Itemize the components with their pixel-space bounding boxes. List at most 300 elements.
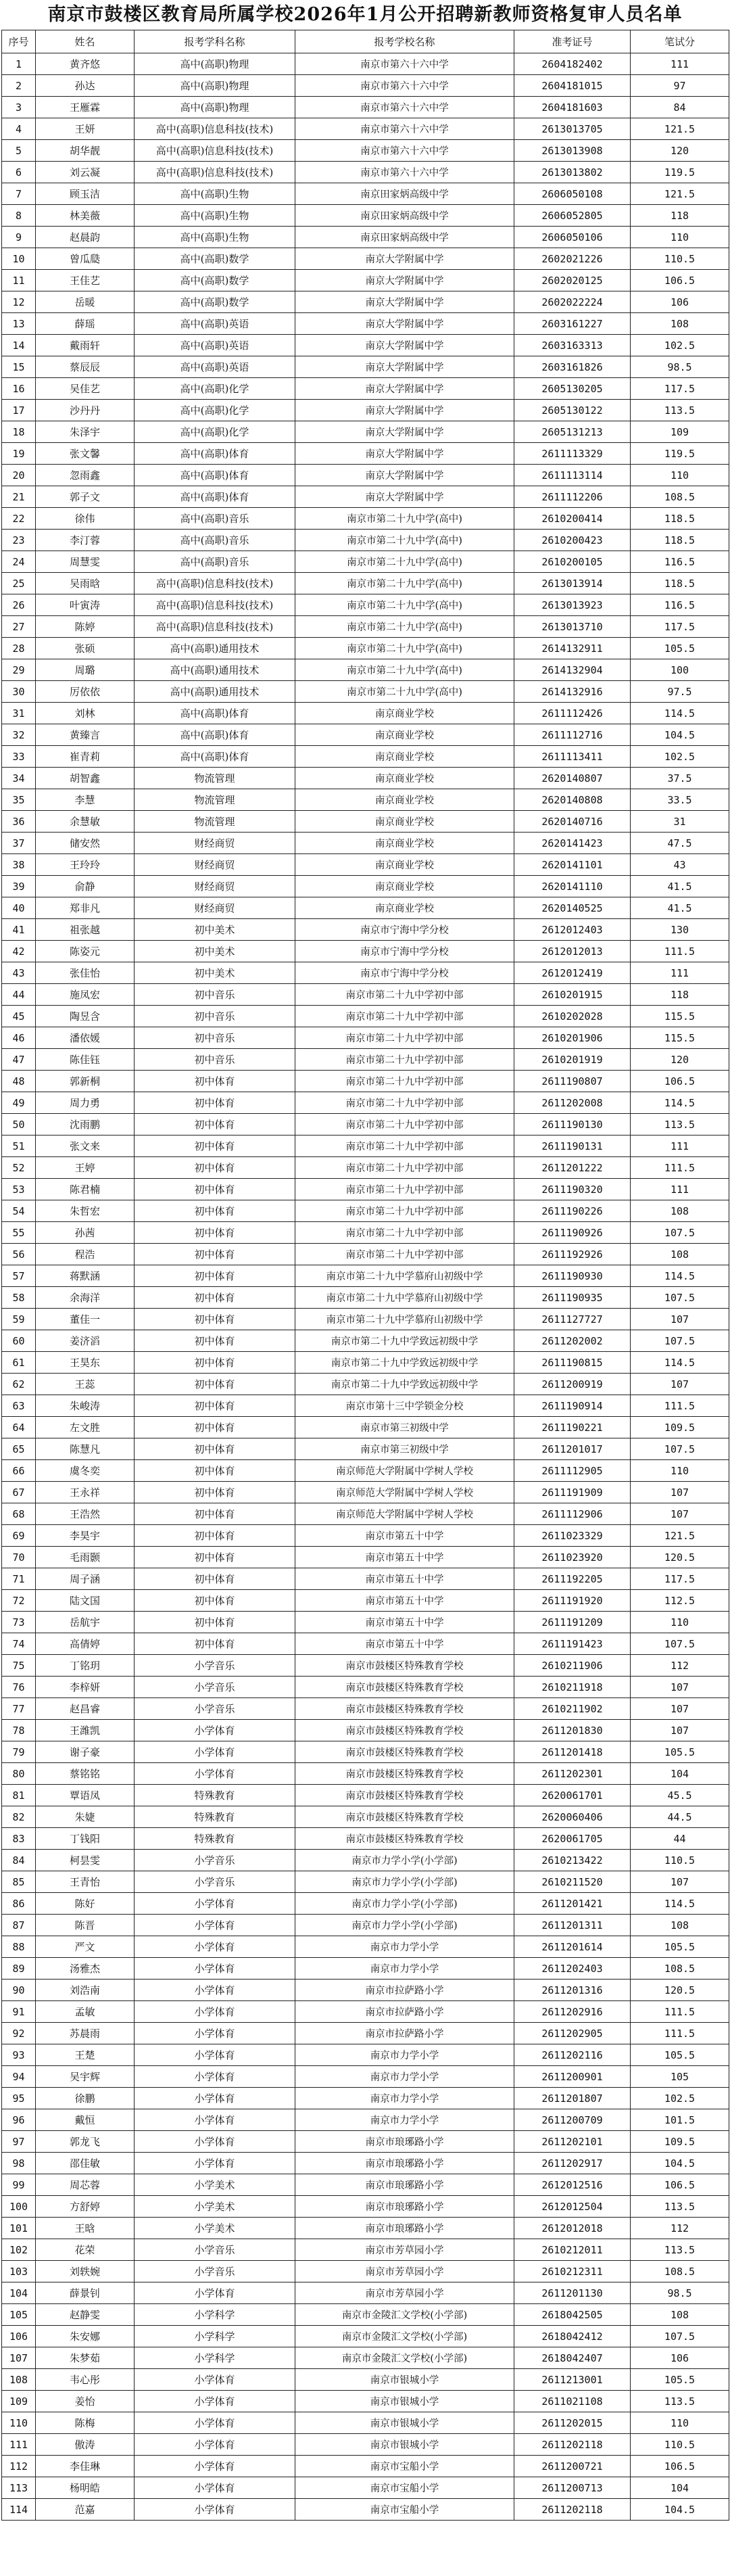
cell-ticket: 2611113114 bbox=[514, 465, 631, 486]
cell-ticket: 2610201906 bbox=[514, 1027, 631, 1049]
table-row bbox=[2, 1027, 729, 1049]
cell-school: 南京市宁海中学分校 bbox=[295, 919, 514, 941]
cell-name: 李梓妍 bbox=[36, 1677, 135, 1698]
table-row bbox=[2, 378, 729, 400]
cell-score: 130 bbox=[631, 919, 729, 941]
cell-school: 南京市第二十九中学致远初级中学 bbox=[295, 1374, 514, 1395]
cell-school: 南京商业学校 bbox=[295, 789, 514, 811]
cell-ticket: 2612012504 bbox=[514, 2196, 631, 2218]
cell-score: 116.5 bbox=[631, 551, 729, 573]
cell-name: 孙茜 bbox=[36, 1222, 135, 1244]
cell-ticket: 2610200414 bbox=[514, 508, 631, 530]
cell-subject: 财经商贸 bbox=[135, 854, 295, 876]
cell-seq: 94 bbox=[2, 2066, 36, 2088]
cell-subject: 小学体育 bbox=[135, 2369, 295, 2391]
cell-ticket: 2612012403 bbox=[514, 919, 631, 941]
cell-seq: 110 bbox=[2, 2412, 36, 2434]
cell-school: 南京市芳草园小学 bbox=[295, 2261, 514, 2282]
cell-seq: 16 bbox=[2, 378, 36, 400]
cell-school: 南京大学附属中学 bbox=[295, 465, 514, 486]
table-row bbox=[2, 1893, 729, 1915]
cell-school: 南京市宁海中学分校 bbox=[295, 962, 514, 984]
cell-school: 南京市第二十九中学(高中) bbox=[295, 551, 514, 573]
cell-subject: 高中(高职)体育 bbox=[135, 724, 295, 746]
cell-score: 107 bbox=[631, 1871, 729, 1893]
cell-subject: 初中体育 bbox=[135, 1071, 295, 1092]
cell-school: 南京市第二十九中学慕府山初级中学 bbox=[295, 1265, 514, 1287]
cell-ticket: 2611112905 bbox=[514, 1460, 631, 1482]
cell-name: 王妍 bbox=[36, 118, 135, 140]
table-row bbox=[2, 1200, 729, 1222]
cell-seq: 23 bbox=[2, 530, 36, 551]
cell-seq: 46 bbox=[2, 1027, 36, 1049]
cell-name: 张硕 bbox=[36, 638, 135, 659]
cell-ticket: 2620140807 bbox=[514, 768, 631, 789]
cell-score: 110.5 bbox=[631, 1850, 729, 1871]
cell-school: 南京市鼓楼区特殊教育学校 bbox=[295, 1698, 514, 1720]
cell-ticket: 2611200713 bbox=[514, 2477, 631, 2499]
cell-score: 107.5 bbox=[631, 1633, 729, 1655]
cell-seq: 27 bbox=[2, 616, 36, 638]
cell-name: 戴恒 bbox=[36, 2109, 135, 2131]
cell-subject: 高中(高职)数学 bbox=[135, 248, 295, 270]
cell-seq: 41 bbox=[2, 919, 36, 941]
cell-school: 南京市琅琊路小学 bbox=[295, 2153, 514, 2174]
table-row bbox=[2, 291, 729, 313]
table-row bbox=[2, 1568, 729, 1590]
cell-name: 刘林 bbox=[36, 703, 135, 724]
cell-ticket: 2611200709 bbox=[514, 2109, 631, 2131]
cell-seq: 54 bbox=[2, 1200, 36, 1222]
cell-name: 陈晋 bbox=[36, 1915, 135, 1936]
cell-subject: 初中体育 bbox=[135, 1287, 295, 1309]
cell-subject: 高中(高职)信息科技(技术) bbox=[135, 616, 295, 638]
cell-ticket: 2611190926 bbox=[514, 1222, 631, 1244]
cell-school: 南京大学附属中学 bbox=[295, 378, 514, 400]
cell-score: 111 bbox=[631, 962, 729, 984]
cell-subject: 初中体育 bbox=[135, 1395, 295, 1417]
cell-seq: 65 bbox=[2, 1438, 36, 1460]
table-row bbox=[2, 1049, 729, 1071]
cell-seq: 59 bbox=[2, 1309, 36, 1330]
cell-seq: 52 bbox=[2, 1157, 36, 1179]
cell-seq: 8 bbox=[2, 205, 36, 227]
cell-ticket: 2611190226 bbox=[514, 1200, 631, 1222]
table-row bbox=[2, 594, 729, 616]
cell-score: 41.5 bbox=[631, 876, 729, 897]
cell-subject: 小学体育 bbox=[135, 1915, 295, 1936]
cell-ticket: 2606050108 bbox=[514, 183, 631, 205]
cell-ticket: 2611202301 bbox=[514, 1763, 631, 1785]
cell-name: 苏晨雨 bbox=[36, 2023, 135, 2044]
cell-school: 南京市鼓楼区特殊教育学校 bbox=[295, 1806, 514, 1828]
cell-ticket: 2611201316 bbox=[514, 1980, 631, 2001]
cell-name: 覃语凤 bbox=[36, 1785, 135, 1806]
cell-subject: 初中美术 bbox=[135, 919, 295, 941]
cell-subject: 小学体育 bbox=[135, 1980, 295, 2001]
cell-ticket: 2611112426 bbox=[514, 703, 631, 724]
cell-ticket: 2611200721 bbox=[514, 2456, 631, 2477]
cell-score: 98.5 bbox=[631, 2282, 729, 2304]
cell-name: 沈雨鹏 bbox=[36, 1114, 135, 1135]
cell-school: 南京市第二十九中学慕府山初级中学 bbox=[295, 1309, 514, 1330]
cell-name: 周力勇 bbox=[36, 1092, 135, 1114]
cell-name: 陈梅 bbox=[36, 2412, 135, 2434]
table-row bbox=[2, 270, 729, 291]
cell-ticket: 2603163313 bbox=[514, 335, 631, 356]
cell-ticket: 2611112206 bbox=[514, 486, 631, 508]
cell-name: 岳航宇 bbox=[36, 1612, 135, 1633]
cell-seq: 6 bbox=[2, 162, 36, 183]
cell-school: 南京市力学小学 bbox=[295, 2066, 514, 2088]
table-row bbox=[2, 962, 729, 984]
cell-score: 120 bbox=[631, 140, 729, 162]
cell-seq: 72 bbox=[2, 1590, 36, 1612]
cell-name: 孟敏 bbox=[36, 2001, 135, 2023]
cell-score: 106.5 bbox=[631, 1071, 729, 1092]
cell-score: 106 bbox=[631, 291, 729, 313]
cell-subject: 初中体育 bbox=[135, 1590, 295, 1612]
cell-subject: 初中体育 bbox=[135, 1265, 295, 1287]
cell-ticket: 2620140525 bbox=[514, 897, 631, 919]
cell-name: 王玲玲 bbox=[36, 854, 135, 876]
cell-seq: 34 bbox=[2, 768, 36, 789]
cell-seq: 108 bbox=[2, 2369, 36, 2391]
cell-name: 丁铭玥 bbox=[36, 1655, 135, 1677]
cell-name: 谢子豪 bbox=[36, 1741, 135, 1763]
cell-score: 110.5 bbox=[631, 2434, 729, 2456]
cell-ticket: 2611191920 bbox=[514, 1590, 631, 1612]
cell-subject: 高中(高职)化学 bbox=[135, 378, 295, 400]
cell-subject: 财经商贸 bbox=[135, 833, 295, 854]
cell-name: 徐鹏 bbox=[36, 2088, 135, 2109]
cell-school: 南京市鼓楼区特殊教育学校 bbox=[295, 1741, 514, 1763]
cell-score: 113.5 bbox=[631, 2391, 729, 2412]
cell-seq: 49 bbox=[2, 1092, 36, 1114]
cell-school: 南京市第二十九中学(高中) bbox=[295, 573, 514, 594]
cell-name: 张佳怡 bbox=[36, 962, 135, 984]
table-row bbox=[2, 919, 729, 941]
cell-name: 陈婷 bbox=[36, 616, 135, 638]
cell-name: 王蕊 bbox=[36, 1374, 135, 1395]
cell-name: 薛景钊 bbox=[36, 2282, 135, 2304]
cell-school: 南京市第二十九中学初中部 bbox=[295, 984, 514, 1006]
cell-name: 范嘉 bbox=[36, 2499, 135, 2521]
cell-school: 南京田家炳高级中学 bbox=[295, 227, 514, 248]
cell-score: 119.5 bbox=[631, 443, 729, 465]
cell-school: 南京商业学校 bbox=[295, 811, 514, 833]
cell-score: 111.5 bbox=[631, 2001, 729, 2023]
cell-school: 南京师范大学附属中学树人学校 bbox=[295, 1482, 514, 1503]
cell-school: 南京市宁海中学分校 bbox=[295, 941, 514, 962]
cell-subject: 高中(高职)体育 bbox=[135, 703, 295, 724]
cell-ticket: 2611112716 bbox=[514, 724, 631, 746]
cell-subject: 初中体育 bbox=[135, 1309, 295, 1330]
cell-name: 周慧雯 bbox=[36, 551, 135, 573]
cell-seq: 50 bbox=[2, 1114, 36, 1135]
cell-ticket: 2611202403 bbox=[514, 1958, 631, 1980]
table-row bbox=[2, 2477, 729, 2499]
table-row bbox=[2, 638, 729, 659]
cell-school: 南京商业学校 bbox=[295, 746, 514, 768]
table-row bbox=[2, 1460, 729, 1482]
cell-seq: 88 bbox=[2, 1936, 36, 1958]
table-row bbox=[2, 1547, 729, 1568]
cell-score: 102.5 bbox=[631, 335, 729, 356]
cell-ticket: 2611191909 bbox=[514, 1482, 631, 1503]
cell-subject: 高中(高职)英语 bbox=[135, 335, 295, 356]
cell-seq: 37 bbox=[2, 833, 36, 854]
cell-score: 106.5 bbox=[631, 270, 729, 291]
cell-score: 107.5 bbox=[631, 1438, 729, 1460]
cell-ticket: 2611200901 bbox=[514, 2066, 631, 2088]
cell-seq: 11 bbox=[2, 270, 36, 291]
cell-subject: 高中(高职)生物 bbox=[135, 183, 295, 205]
cell-seq: 67 bbox=[2, 1482, 36, 1503]
cell-score: 106 bbox=[631, 2347, 729, 2369]
cell-school: 南京市第五十中学 bbox=[295, 1525, 514, 1547]
cell-score: 107 bbox=[631, 1720, 729, 1741]
cell-school: 南京市鼓楼区特殊教育学校 bbox=[295, 1720, 514, 1741]
table-row bbox=[2, 1309, 729, 1330]
cell-ticket: 2620140716 bbox=[514, 811, 631, 833]
cell-score: 97 bbox=[631, 75, 729, 97]
cell-seq: 17 bbox=[2, 400, 36, 421]
cell-seq: 95 bbox=[2, 2088, 36, 2109]
cell-score: 110 bbox=[631, 227, 729, 248]
cell-subject: 初中体育 bbox=[135, 1438, 295, 1460]
cell-score: 105.5 bbox=[631, 1741, 729, 1763]
cell-ticket: 2605131213 bbox=[514, 421, 631, 443]
cell-subject: 初中体育 bbox=[135, 1612, 295, 1633]
cell-seq: 68 bbox=[2, 1503, 36, 1525]
cell-ticket: 2611190930 bbox=[514, 1265, 631, 1287]
cell-school: 南京市第二十九中学(高中) bbox=[295, 508, 514, 530]
table-row bbox=[2, 616, 729, 638]
cell-score: 113.5 bbox=[631, 1114, 729, 1135]
cell-seq: 56 bbox=[2, 1244, 36, 1265]
cell-score: 31 bbox=[631, 811, 729, 833]
cell-score: 37.5 bbox=[631, 768, 729, 789]
cell-subject: 小学体育 bbox=[135, 2153, 295, 2174]
cell-name: 严文 bbox=[36, 1936, 135, 1958]
cell-name: 柯昙雯 bbox=[36, 1850, 135, 1871]
cell-score: 110 bbox=[631, 2412, 729, 2434]
cell-name: 薛瑶 bbox=[36, 313, 135, 335]
table-row bbox=[2, 421, 729, 443]
cell-score: 101.5 bbox=[631, 2109, 729, 2131]
table-row bbox=[2, 1850, 729, 1871]
cell-seq: 38 bbox=[2, 854, 36, 876]
cell-school: 南京市第五十中学 bbox=[295, 1547, 514, 1568]
cell-school: 南京市银城小学 bbox=[295, 2391, 514, 2412]
cell-subject: 初中体育 bbox=[135, 1352, 295, 1374]
cell-ticket: 2612012018 bbox=[514, 2218, 631, 2239]
cell-seq: 39 bbox=[2, 876, 36, 897]
table-row bbox=[2, 1330, 729, 1352]
cell-name: 陆文国 bbox=[36, 1590, 135, 1612]
cell-ticket: 2602020125 bbox=[514, 270, 631, 291]
table-row bbox=[2, 2412, 729, 2434]
table-row bbox=[2, 2369, 729, 2391]
cell-subject: 小学体育 bbox=[135, 1936, 295, 1958]
cell-score: 114.5 bbox=[631, 1893, 729, 1915]
table-row bbox=[2, 1633, 729, 1655]
table-row bbox=[2, 75, 729, 97]
cell-seq: 14 bbox=[2, 335, 36, 356]
cell-subject: 高中(高职)生物 bbox=[135, 205, 295, 227]
cell-name: 韦心彤 bbox=[36, 2369, 135, 2391]
cell-ticket: 2603161227 bbox=[514, 313, 631, 335]
cell-subject: 小学体育 bbox=[135, 1763, 295, 1785]
table-row bbox=[2, 313, 729, 335]
table-row bbox=[2, 1179, 729, 1200]
cell-ticket: 2604182402 bbox=[514, 53, 631, 75]
table-row bbox=[2, 1915, 729, 1936]
cell-subject: 高中(高职)化学 bbox=[135, 421, 295, 443]
cell-school: 南京市第十三中学锁金分校 bbox=[295, 1395, 514, 1417]
cell-ticket: 2618042407 bbox=[514, 2347, 631, 2369]
cell-subject: 高中(高职)英语 bbox=[135, 356, 295, 378]
cell-ticket: 2611192205 bbox=[514, 1568, 631, 1590]
cell-score: 107 bbox=[631, 1677, 729, 1698]
cell-score: 120 bbox=[631, 1049, 729, 1071]
cell-school: 南京市第三初级中学 bbox=[295, 1417, 514, 1438]
cell-school: 南京市第六十六中学 bbox=[295, 75, 514, 97]
cell-ticket: 2620061701 bbox=[514, 1785, 631, 1806]
cell-ticket: 2611201807 bbox=[514, 2088, 631, 2109]
cell-subject: 小学体育 bbox=[135, 2282, 295, 2304]
cell-score: 112.5 bbox=[631, 1590, 729, 1612]
cell-subject: 初中体育 bbox=[135, 1374, 295, 1395]
cell-seq: 73 bbox=[2, 1612, 36, 1633]
cell-score: 106.5 bbox=[631, 2174, 729, 2196]
cell-name: 吴宇辉 bbox=[36, 2066, 135, 2088]
cell-school: 南京市第二十九中学(高中) bbox=[295, 638, 514, 659]
cell-seq: 20 bbox=[2, 465, 36, 486]
cell-subject: 小学体育 bbox=[135, 2023, 295, 2044]
cell-name: 戴雨轩 bbox=[36, 335, 135, 356]
cell-subject: 初中体育 bbox=[135, 1568, 295, 1590]
cell-score: 105.5 bbox=[631, 1936, 729, 1958]
cell-school: 南京市第二十九中学初中部 bbox=[295, 1027, 514, 1049]
cell-ticket: 2611127727 bbox=[514, 1309, 631, 1330]
cell-score: 108 bbox=[631, 2304, 729, 2326]
cell-seq: 85 bbox=[2, 1871, 36, 1893]
table-row bbox=[2, 681, 729, 703]
table-row bbox=[2, 1114, 729, 1135]
cell-score: 120.5 bbox=[631, 1547, 729, 1568]
cell-name: 黄臻言 bbox=[36, 724, 135, 746]
cell-subject: 财经商贸 bbox=[135, 876, 295, 897]
cell-subject: 初中体育 bbox=[135, 1503, 295, 1525]
cell-school: 南京市金陵汇文学校(小学部) bbox=[295, 2326, 514, 2347]
cell-seq: 90 bbox=[2, 1980, 36, 2001]
cell-name: 陈君楠 bbox=[36, 1179, 135, 1200]
cell-score: 118.5 bbox=[631, 573, 729, 594]
table-row bbox=[2, 183, 729, 205]
header-seq: 序号 bbox=[2, 30, 36, 53]
cell-subject: 高中(高职)物理 bbox=[135, 53, 295, 75]
cell-name: 傲涛 bbox=[36, 2434, 135, 2456]
cell-subject: 高中(高职)体育 bbox=[135, 486, 295, 508]
cell-subject: 小学音乐 bbox=[135, 2261, 295, 2282]
cell-ticket: 2605130205 bbox=[514, 378, 631, 400]
cell-subject: 小学体育 bbox=[135, 2109, 295, 2131]
table-row bbox=[2, 1958, 729, 1980]
cell-seq: 76 bbox=[2, 1677, 36, 1698]
cell-seq: 106 bbox=[2, 2326, 36, 2347]
cell-name: 忽雨鑫 bbox=[36, 465, 135, 486]
cell-school: 南京市琅琊路小学 bbox=[295, 2174, 514, 2196]
cell-score: 41.5 bbox=[631, 897, 729, 919]
cell-score: 105.5 bbox=[631, 2369, 729, 2391]
cell-name: 余慧敏 bbox=[36, 811, 135, 833]
cell-name: 王永祥 bbox=[36, 1482, 135, 1503]
cell-ticket: 2611202002 bbox=[514, 1330, 631, 1352]
table-row bbox=[2, 2499, 729, 2521]
cell-name: 陈佳钰 bbox=[36, 1049, 135, 1071]
cell-subject: 初中体育 bbox=[135, 1200, 295, 1222]
cell-school: 南京市第五十中学 bbox=[295, 1633, 514, 1655]
cell-seq: 30 bbox=[2, 681, 36, 703]
cell-score: 111 bbox=[631, 1135, 729, 1157]
cell-name: 王楚 bbox=[36, 2044, 135, 2066]
cell-ticket: 2610211918 bbox=[514, 1677, 631, 1698]
cell-school: 南京市第六十六中学 bbox=[295, 97, 514, 118]
cell-score: 100 bbox=[631, 659, 729, 681]
cell-ticket: 2605130122 bbox=[514, 400, 631, 421]
header-subject: 报考学科名称 bbox=[135, 30, 295, 53]
cell-subject: 小学科学 bbox=[135, 2326, 295, 2347]
cell-seq: 42 bbox=[2, 941, 36, 962]
table-row bbox=[2, 1006, 729, 1027]
table-row bbox=[2, 1222, 729, 1244]
cell-seq: 92 bbox=[2, 2023, 36, 2044]
table-row bbox=[2, 659, 729, 681]
table-row bbox=[2, 2304, 729, 2326]
cell-seq: 45 bbox=[2, 1006, 36, 1027]
cell-score: 107.5 bbox=[631, 1222, 729, 1244]
cell-seq: 10 bbox=[2, 248, 36, 270]
cell-ticket: 2612012419 bbox=[514, 962, 631, 984]
cell-seq: 78 bbox=[2, 1720, 36, 1741]
cell-subject: 小学体育 bbox=[135, 1893, 295, 1915]
cell-score: 107 bbox=[631, 1374, 729, 1395]
cell-school: 南京市金陵汇文学校(小学部) bbox=[295, 2347, 514, 2369]
cell-score: 104 bbox=[631, 2477, 729, 2499]
cell-seq: 31 bbox=[2, 703, 36, 724]
cell-name: 朱峻涛 bbox=[36, 1395, 135, 1417]
cell-school: 南京市第二十九中学(高中) bbox=[295, 681, 514, 703]
cell-subject: 财经商贸 bbox=[135, 897, 295, 919]
cell-school: 南京田家炳高级中学 bbox=[295, 183, 514, 205]
cell-ticket: 2611201017 bbox=[514, 1438, 631, 1460]
cell-school: 南京商业学校 bbox=[295, 854, 514, 876]
cell-school: 南京大学附属中学 bbox=[295, 356, 514, 378]
cell-score: 104.5 bbox=[631, 2153, 729, 2174]
cell-score: 112 bbox=[631, 2218, 729, 2239]
cell-ticket: 2610201919 bbox=[514, 1049, 631, 1071]
cell-ticket: 2620141101 bbox=[514, 854, 631, 876]
cell-ticket: 2614132904 bbox=[514, 659, 631, 681]
cell-seq: 113 bbox=[2, 2477, 36, 2499]
cell-seq: 1 bbox=[2, 53, 36, 75]
cell-school: 南京市第二十九中学初中部 bbox=[295, 1244, 514, 1265]
cell-name: 储安然 bbox=[36, 833, 135, 854]
cell-name: 顾玉洁 bbox=[36, 183, 135, 205]
cell-seq: 75 bbox=[2, 1655, 36, 1677]
